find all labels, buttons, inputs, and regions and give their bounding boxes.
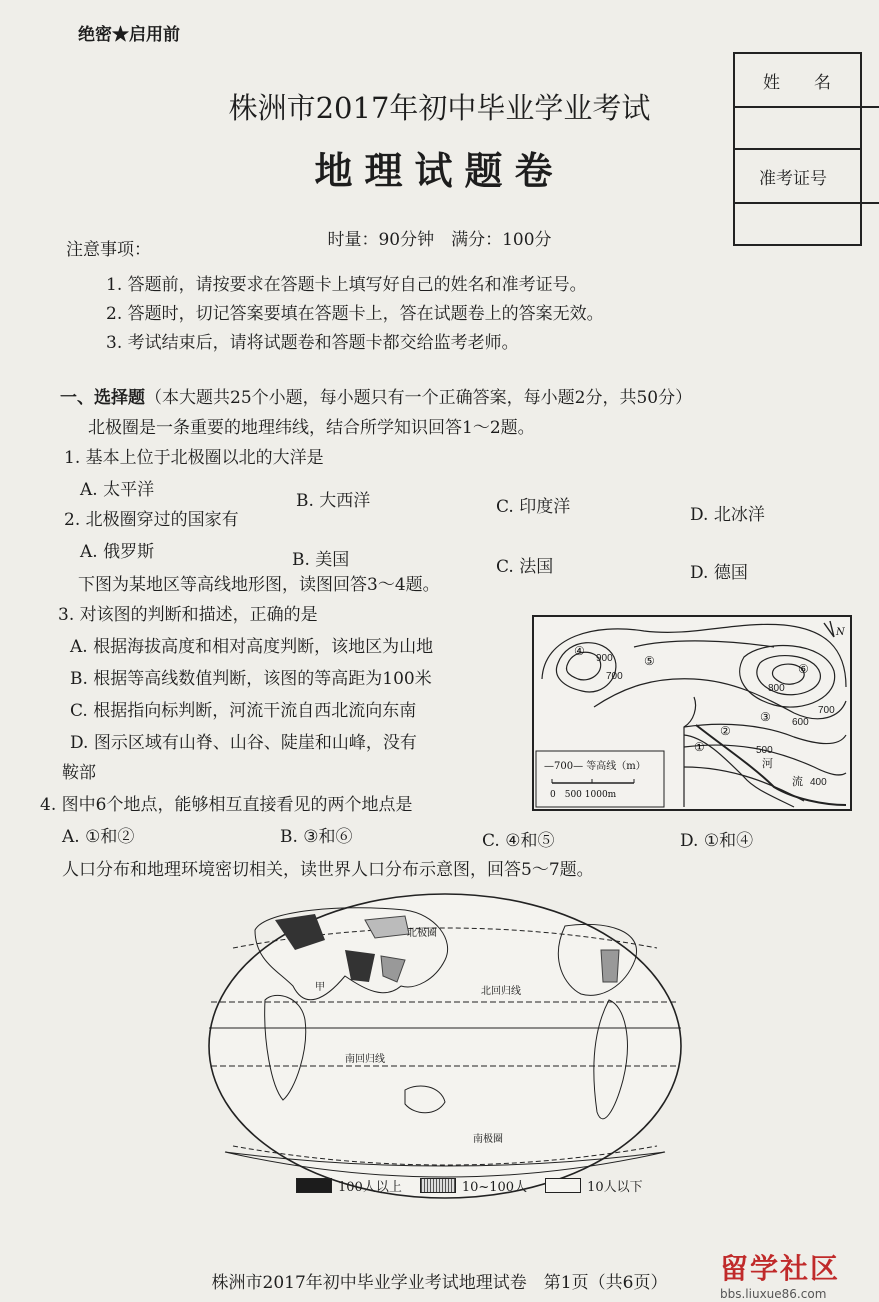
contour-lines (534, 617, 850, 809)
point-6: ⑥ (798, 662, 809, 676)
q4-option-a: A. ①和② (62, 827, 135, 847)
section-title: 一、选择题 (60, 388, 145, 408)
q3-option-c: C. 根据指向标判断，河流干流自西北流向东南 (70, 701, 417, 721)
legend-label: 10人以下 (587, 1180, 643, 1195)
contour-map (532, 615, 852, 811)
notice-item: 2. 答题时，切记答案要填在答题卡上，答在试题卷上的答案无效。 (106, 304, 604, 324)
north-arrow: N (836, 627, 845, 638)
confidential-mark: 绝密★启用前 (78, 25, 180, 45)
legend-swatch-mid (420, 1178, 456, 1193)
world-map-graphic (205, 890, 685, 1202)
q1-stem: 1. 基本上位于北极圈以北的大洋是 (64, 448, 324, 468)
contour-legend: —700— 等高线（m） (544, 761, 646, 772)
point-3: ③ (760, 710, 771, 724)
legend-swatch-low (545, 1178, 581, 1193)
contour-label: 800 (768, 683, 785, 694)
contour-label: 900 (596, 653, 613, 664)
q4-stem: 4. 图中6个地点，能够相互直接看见的两个地点是 (40, 795, 413, 815)
q1-option-c: C. 印度洋 (496, 497, 571, 517)
q4-option-b: B. ③和⑥ (280, 827, 353, 847)
region-jia-label: 甲 (315, 982, 325, 993)
q1-2-intro: 北极圈是一条重要的地理纬线，结合所学知识回答1～2题。 (88, 418, 535, 438)
map-scale: 0 500 1000m (550, 790, 617, 800)
q2-option-b: B. 美国 (292, 550, 350, 570)
q3-option-b: B. 根据等高线数值判断，该图的等高距为100米 (70, 669, 432, 689)
river-label: 流 (792, 775, 803, 788)
exam-id-label: 准考证号 (735, 150, 879, 204)
q1-option-b: B. 大西洋 (296, 491, 371, 511)
tropic-capricorn-label: 南回归线 (345, 1054, 385, 1065)
notice-heading: 注意事项： (66, 240, 151, 260)
subject-title: 地理试题卷 (314, 148, 565, 193)
legend-label: 10~100人 (461, 1180, 528, 1195)
contour-label: 500 (756, 745, 773, 756)
point-2: ② (720, 724, 731, 738)
watermark-url: bbs.liuxue86.com (720, 1287, 827, 1301)
q4-option-c: C. ④和⑤ (482, 831, 555, 851)
time-and-score: 时量：90分钟 满分：100分 (327, 230, 552, 250)
watermark-logo: 留学社区 (720, 1252, 841, 1285)
tropic-cancer-label: 北回归线 (481, 986, 521, 997)
q3-option-d-cont: 鞍部 (62, 763, 96, 783)
contour-label: 700 (606, 671, 623, 682)
watermark (720, 1247, 840, 1301)
exam-title: 株洲市2017年初中毕业学业考试 (228, 91, 651, 125)
q2-option-c: C. 法国 (496, 557, 554, 577)
q1-option-d: D. 北冰洋 (690, 505, 765, 525)
name-field[interactable] (735, 108, 860, 150)
page-footer: 株洲市2017年初中毕业学业考试地理试卷 第1页（共6页） (211, 1273, 668, 1293)
candidate-info-box (733, 52, 862, 246)
q2-option-a: A. 俄罗斯 (80, 542, 155, 562)
q5-7-intro: 人口分布和地理环境密切相关，读世界人口分布示意图，回答5～7题。 (62, 860, 594, 880)
contour-label: 700 (818, 705, 835, 716)
section-description: （本大题共25个小题，每小题只有一个正确答案，每小题2分，共50分） (145, 388, 693, 408)
q4-option-d: D. ①和④ (680, 831, 754, 851)
map-legend (296, 1176, 643, 1195)
legend-swatch-high (296, 1178, 332, 1193)
q1-option-a: A. 太平洋 (80, 480, 155, 500)
q3-option-a: A. 根据海拔高度和相对高度判断，该地区为山地 (70, 637, 434, 657)
world-population-map (205, 890, 685, 1202)
q3-option-d: D. 图示区域有山脊、山谷、陡崖和山峰，没有 (70, 733, 417, 753)
legend-label: 100人以上 (338, 1180, 402, 1195)
antarctic-circle-label: 南极圈 (473, 1134, 503, 1145)
contour-label: 400 (810, 777, 827, 788)
notice-item: 1. 答题前，请按要求在答题卡上填写好自己的姓名和准考证号。 (106, 275, 587, 295)
q3-4-intro: 下图为某地区等高线地形图，读图回答3～4题。 (78, 575, 440, 595)
river-label: 河 (762, 757, 773, 770)
q3-stem: 3. 对该图的判断和描述，正确的是 (58, 605, 318, 625)
point-4: ④ (574, 644, 585, 658)
arctic-circle-label: 北极圈 (407, 928, 437, 939)
q2-option-d: D. 德国 (690, 563, 748, 583)
name-field-label: 姓 名 (735, 54, 879, 108)
point-5: ⑤ (644, 654, 655, 668)
point-1: ① (694, 740, 705, 754)
q2-stem: 2. 北极圈穿过的国家有 (64, 510, 239, 530)
notice-item: 3. 考试结束后，请将试题卷和答题卡都交给监考老师。 (106, 333, 519, 353)
contour-label: 600 (792, 717, 809, 728)
section-heading (60, 383, 692, 408)
